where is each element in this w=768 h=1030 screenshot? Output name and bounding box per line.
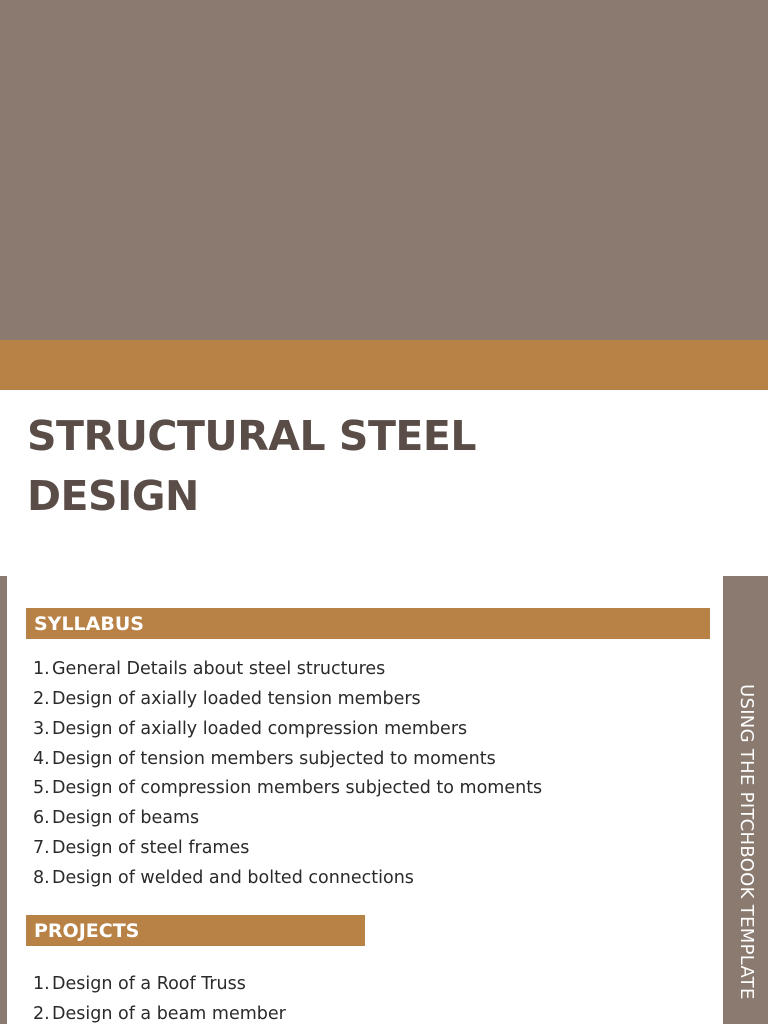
page-title: [27, 406, 547, 526]
syllabus-list: [33, 655, 542, 894]
item-number: 3.: [33, 718, 50, 739]
item-text: Design of tension members subjected to moments: [52, 748, 496, 769]
item-number: 2.: [33, 688, 50, 709]
item-number: 6.: [33, 808, 50, 829]
item-number: 2.: [33, 1003, 50, 1024]
syllabus-item: [33, 774, 542, 804]
left-border-rule: [0, 576, 7, 1024]
title-line-2: DESIGN: [27, 472, 199, 520]
item-text: Design of axially loaded tension members: [52, 688, 421, 709]
item-number: 4.: [33, 748, 50, 769]
item-number: 1.: [33, 974, 50, 994]
item-text: Design of axially loaded compression members: [52, 718, 468, 739]
item-text: Design of beams: [52, 808, 200, 829]
syllabus-header: SYLLABUS: [26, 608, 710, 639]
title-line-1: STRUCTURAL STEEL: [27, 412, 477, 460]
syllabus-item: [33, 804, 542, 834]
projects-header: PROJECTS: [26, 915, 365, 946]
project-item: [33, 1000, 286, 1030]
side-strip: [723, 576, 768, 1024]
side-strip-text: USING THE PITCHBOOK TEMPLATE: [736, 684, 757, 1000]
syllabus-item: [33, 655, 542, 685]
top-color-band: [0, 0, 768, 340]
item-text: Design of steel frames: [52, 838, 250, 859]
syllabus-item: [33, 715, 542, 745]
syllabus-item: [33, 745, 542, 775]
syllabus-item: [33, 834, 542, 864]
item-number: 5.: [33, 778, 50, 799]
syllabus-item: [33, 685, 542, 715]
syllabus-item: [33, 864, 542, 894]
item-number: 1.: [33, 659, 50, 679]
item-number: 8.: [33, 867, 50, 888]
item-text: Design of a beam member: [52, 1003, 286, 1024]
item-text: General Details about steel structures: [52, 659, 386, 679]
item-text: Design of welded and bolted connections: [52, 867, 414, 888]
project-item: [33, 970, 286, 1000]
item-text: Design of compression members subjected to moments: [52, 778, 543, 799]
item-text: Design of a Roof Truss: [52, 974, 246, 994]
accent-band: [0, 340, 768, 390]
item-number: 7.: [33, 838, 50, 859]
projects-list: [33, 970, 286, 1030]
